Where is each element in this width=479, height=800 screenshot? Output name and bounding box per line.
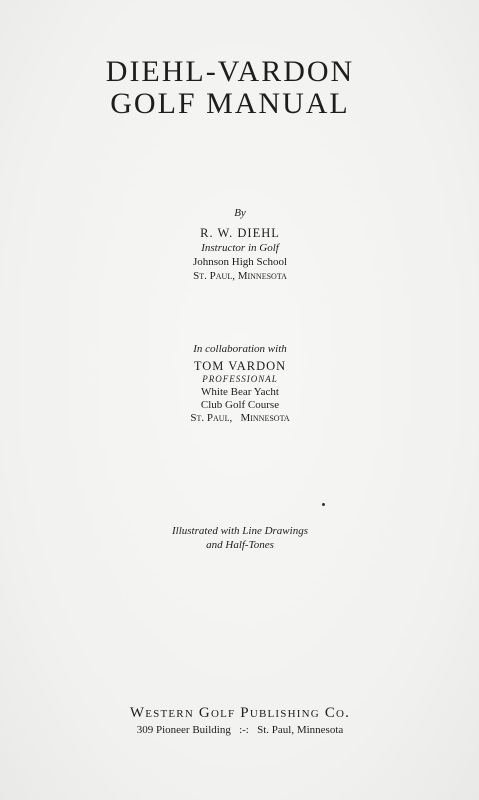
author-location: St. Paul, Minnesota (193, 270, 287, 282)
illustrations-line-1: Illustrated with Line Drawings (172, 525, 308, 537)
illustrations-line-2: and Half-Tones (206, 539, 274, 551)
book-title-line-1: DIEHL-VARDON (105, 55, 355, 88)
author-school: Johnson High School (192, 256, 288, 268)
collaboration-intro: In collaboration with (193, 343, 287, 355)
collaborator-club-line-2: Club Golf Course (200, 399, 280, 411)
collaborator-club-line-1: White Bear Yacht (201, 386, 279, 398)
collaborator-name: TOM VARDON (193, 359, 287, 373)
collaborator-location: St. Paul, Minnesota (190, 412, 290, 424)
publisher-address: 309 Pioneer Building :-: St. Paul, Minnesota (136, 724, 344, 736)
by-label: By (234, 207, 246, 219)
author-role: Instructor in Golf (201, 242, 279, 254)
publisher-name: Western Golf Publishing Co. (129, 705, 351, 721)
author-name: R. W. DIEHL (200, 226, 280, 240)
book-title-line-2: GOLF MANUAL (110, 87, 350, 120)
ink-speck (322, 503, 325, 506)
collaborator-role: PROFESSIONAL (202, 374, 278, 384)
